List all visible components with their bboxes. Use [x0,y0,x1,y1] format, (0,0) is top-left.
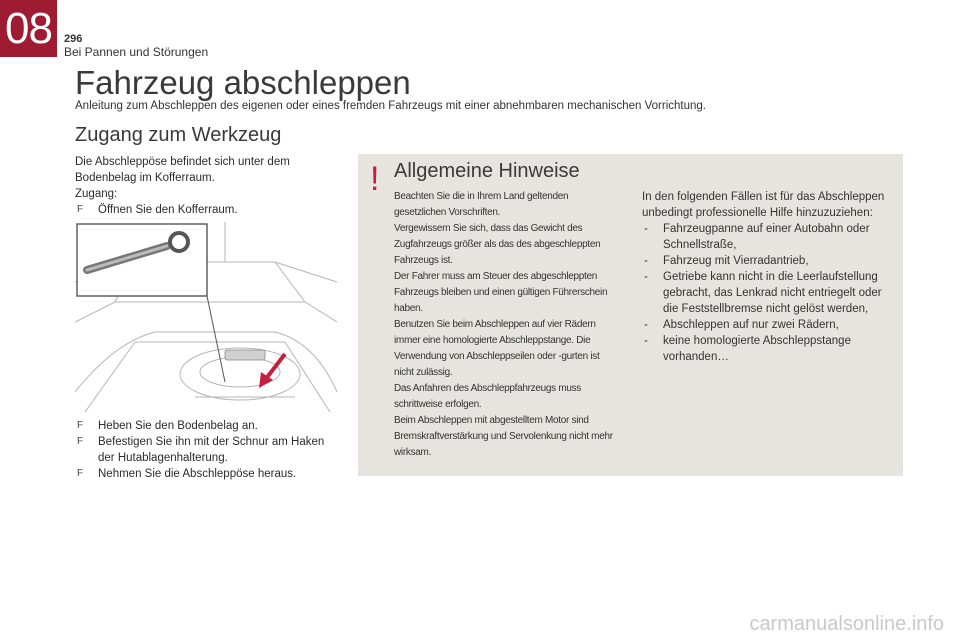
list-item [75,434,335,466]
list-item [75,202,335,218]
general-heading: Allgemeine Hinweise [394,160,580,182]
list-item [75,466,335,482]
access-intro [75,154,335,218]
page-subtitle: Anleitung zum Abschleppen des eigenen oder eines fremden Fahrzeugs mit einer abnehmbaren mechanischen Vorrichtung. [75,100,706,112]
dash-icon: - [644,335,648,347]
note-text: Beachten Sie die in Ihrem Land geltenden gesetzlichen Vorschriften. [394,191,569,218]
note-text: Vergewissern Sie sich, dass das Gewicht des Zugfahrzeugs größer als das des abgeschleppten Fahrzeugs ist. [394,223,601,266]
bullet-icon: F [77,436,84,447]
access-heading: Zugang zum Werkzeug [75,124,282,146]
access-label: Zugang: [75,188,118,200]
chapter-tab: 08 [0,0,57,57]
bullet-icon: F [77,204,84,215]
step-text: Heben Sie den Bodenbelag an. [98,420,258,432]
step-text: Nehmen Sie die Abschleppöse heraus. [98,468,297,480]
professional-help-section [642,189,892,365]
item-text: keine homologierte Abschleppstange vorhanden… [663,335,851,363]
professional-help-intro: In den folgenden Fällen ist für das Abschleppen unbedingt professionelle Hilfe hinzuzuziehen: [642,191,885,219]
trunk-illustration [75,222,337,412]
item-text: Getriebe kann nicht in die Leerlaufstellung gebracht, das Lenkrad nicht entriegelt oder die Feststellbremse nicht gelöst werden, [663,271,882,315]
item-text: Abschleppen auf nur zwei Rädern, [663,319,839,331]
pre-steps-list [75,202,335,218]
list-item [642,221,892,253]
item-text: Fahrzeug mit Vierradantrieb, [663,255,809,267]
list-item [642,333,892,365]
step-text: Öffnen Sie den Kofferraum. [98,204,238,216]
dash-icon: - [644,255,648,267]
list-item [642,317,892,333]
section-name: Bei Pannen und Störungen [64,45,209,59]
note-text: Das Anfahren des Abschleppfahrzeugs muss schrittweise erfolgen. [394,383,582,410]
step-text: Befestigen Sie ihn mit der Schnur am Haken der Hutablagenhalterung. [98,436,325,464]
list-item [75,418,335,434]
bullet-icon: F [77,420,84,431]
list-item [642,253,892,269]
professional-help-list [642,221,892,365]
steps-list [75,418,335,482]
item-text: Fahrzeugpanne auf einer Autobahn oder Schnellstraße, [663,223,870,251]
list-item [642,269,892,317]
access-intro-text: Die Abschleppöse befindet sich unter dem Bodenbelag im Kofferraum. [75,156,290,184]
dash-icon: - [644,223,648,235]
dash-icon: - [644,271,648,283]
warning-icon: ! [370,160,380,198]
bullet-icon: F [77,468,84,479]
page-number: 296 [64,33,83,45]
page-title: Fahrzeug abschleppen [75,64,411,101]
note-text: Benutzen Sie beim Abschleppen auf vier Rädern immer eine homologierte Abschleppstange. Die Verwendung von Abschleppseilen oder -gurten ist nicht zulässig. [394,319,600,378]
general-notes [394,189,619,461]
note-text: Beim Abschleppen mit abgestelltem Motor sind Bremskraftverstärkung und Servolenkung nicht mehr wirksam. [394,415,613,458]
note-text: Der Fahrer muss am Steuer des abgeschleppten Fahrzeugs bleiben und einen gültigen Führerschein haben. [394,271,608,314]
dash-icon: - [644,319,648,331]
watermark: carmanualsonline.info [749,613,944,635]
